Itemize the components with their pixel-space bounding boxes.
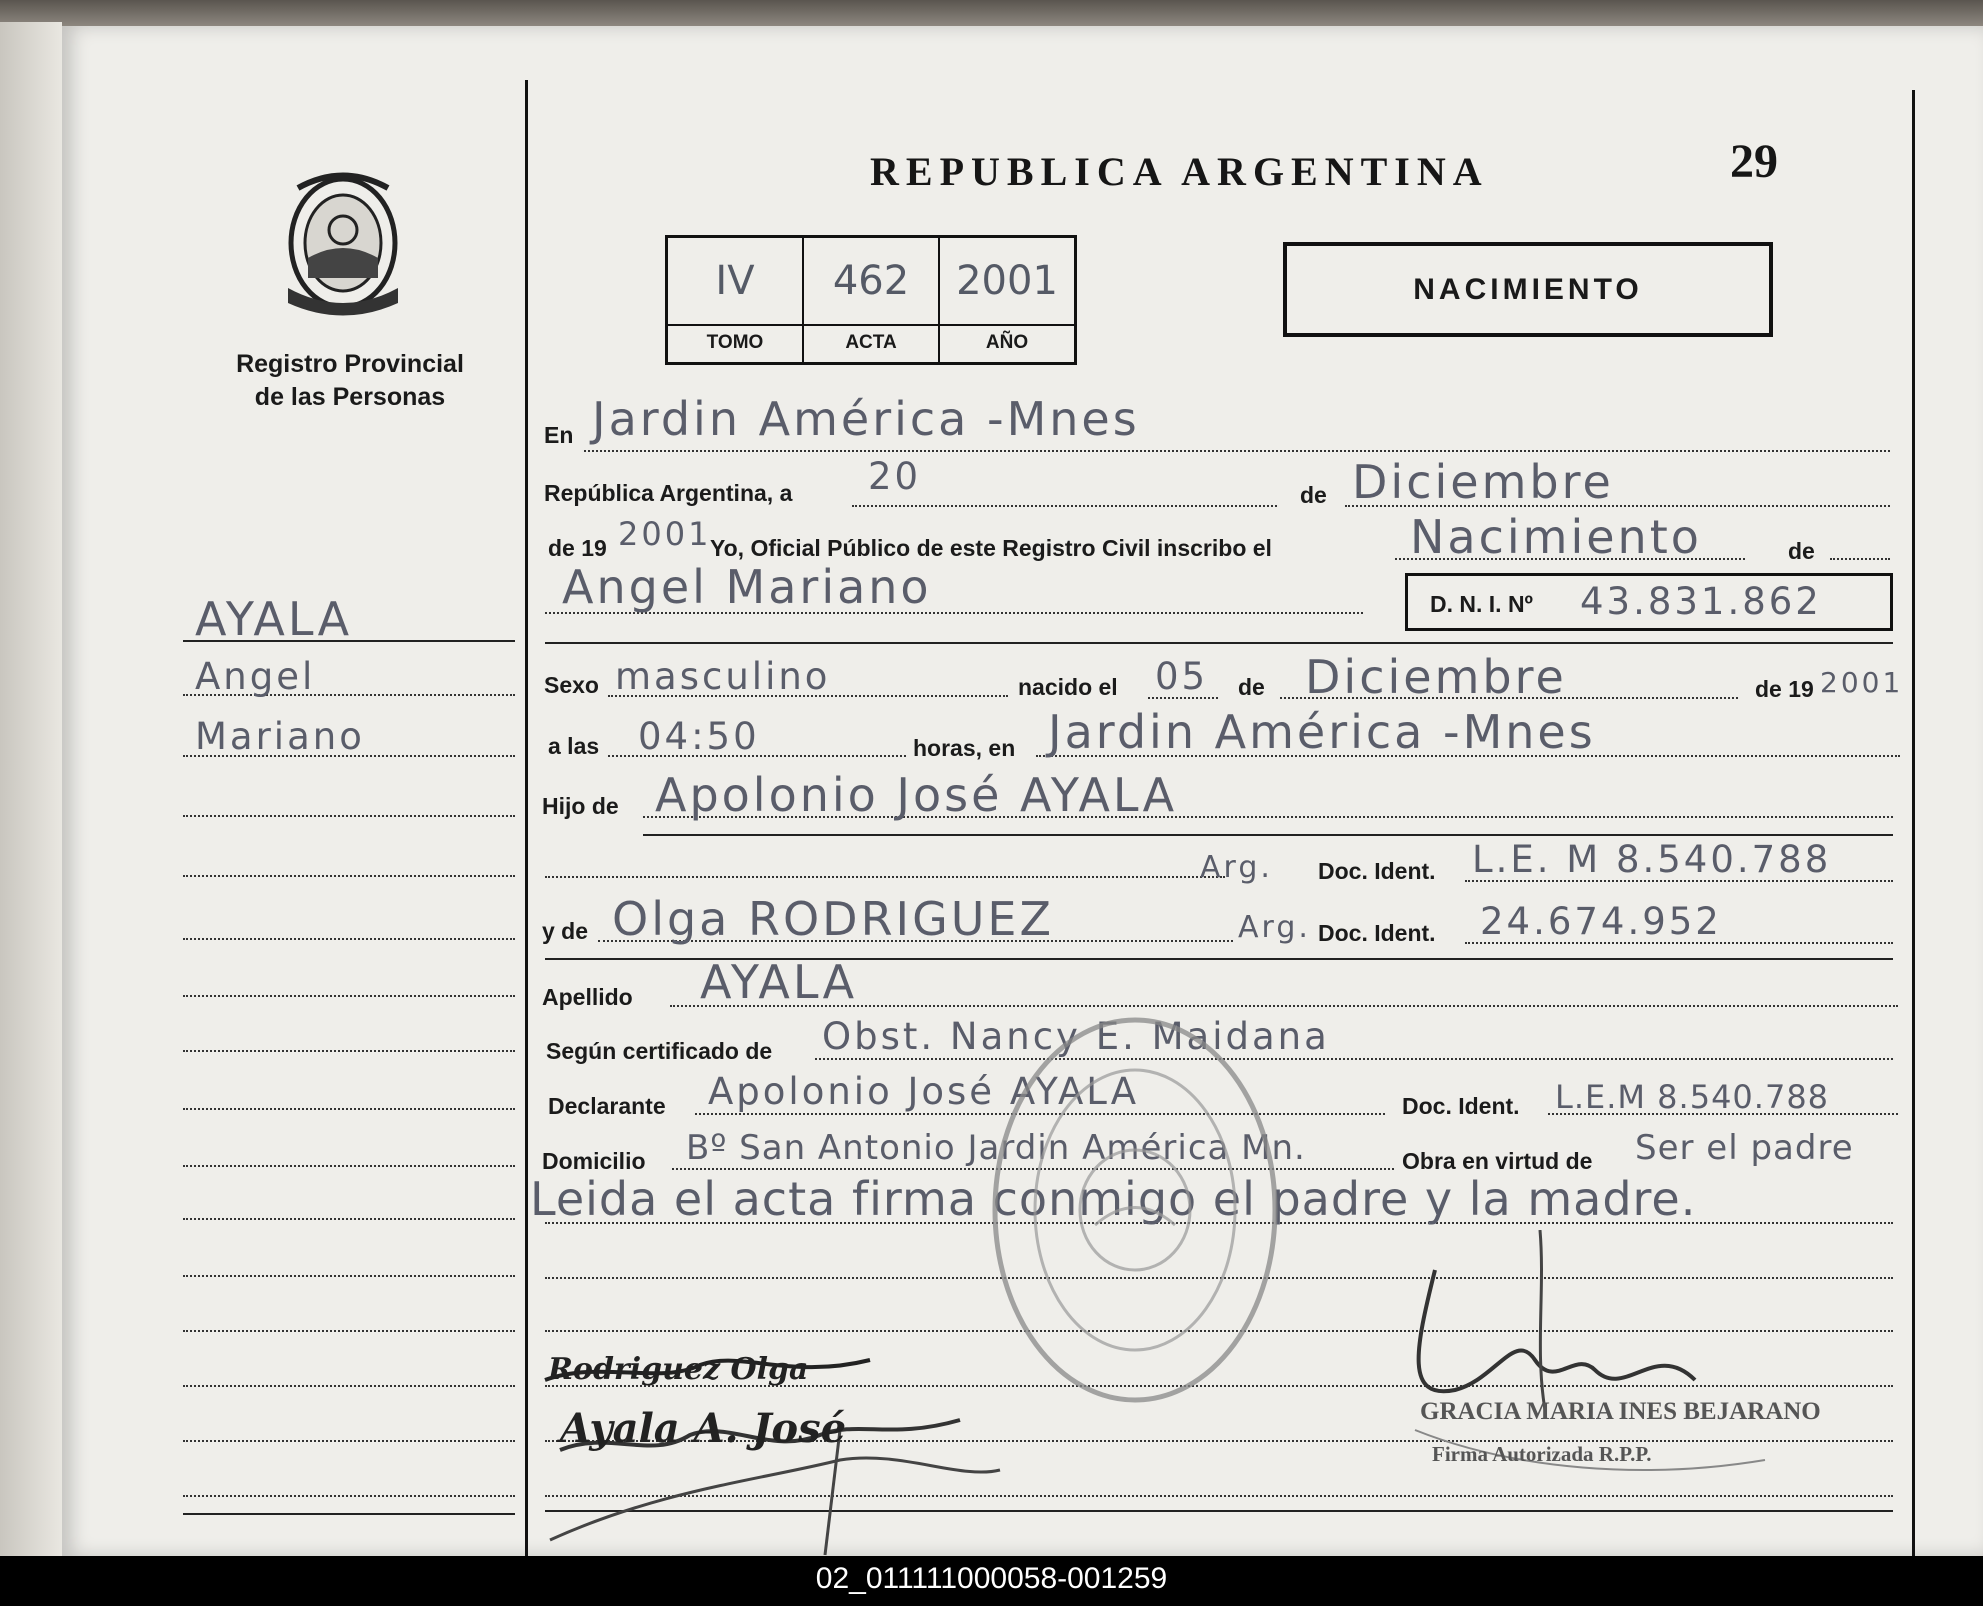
margin-name-1: Angel (195, 655, 316, 698)
ano-cell (940, 238, 1074, 362)
registro-line-2: de las Personas (254, 383, 446, 411)
father-doc-value: L.E. M 8.540.788 (1472, 838, 1832, 881)
registro-line-1: Registro Provincial (236, 350, 464, 378)
apellido-value: AYALA (700, 955, 858, 1009)
alas-label: a las (548, 733, 600, 759)
margin-line (183, 1385, 515, 1387)
month-value: Diciembre (1352, 455, 1614, 509)
margin-line (183, 938, 515, 940)
segun-value: Obst. Nancy E. Maidana (822, 1015, 1330, 1058)
document-id: 02_011111000058-001259 (815, 1562, 1168, 1595)
sexo-label: Sexo (544, 672, 599, 698)
day-line (852, 505, 1277, 507)
tomo-value: IV (715, 258, 755, 304)
obra-value: Ser el padre (1635, 1128, 1854, 1168)
registro-label (200, 348, 500, 414)
horas-label: horas, en (913, 735, 1016, 761)
margin-line (183, 1218, 515, 1220)
section-rule (545, 642, 1893, 644)
nacido-year: 2001 (1820, 666, 1904, 699)
year-value: 2001 (618, 515, 712, 553)
dni-value: 43.831.862 (1580, 580, 1822, 623)
father-value: Apolonio José AYALA (655, 768, 1178, 822)
declarante-doc-value: L.E.M 8.540.788 (1555, 1078, 1830, 1116)
hijo-label: Hijo de (542, 793, 619, 819)
margin-line (183, 1513, 515, 1515)
segun-line (815, 1058, 1893, 1060)
de-line (1830, 558, 1890, 560)
domicilio-label: Domicilio (542, 1148, 646, 1174)
margin-line (183, 995, 515, 997)
margin-line (183, 815, 515, 817)
nacido-label: nacido el (1018, 674, 1118, 700)
margin-surname: AYALA (195, 592, 353, 646)
de-label-2: de (1788, 538, 1815, 564)
page-title: REPUBLICA ARGENTINA (870, 149, 1489, 194)
margin-line (183, 1330, 515, 1332)
nacimiento-box: NACIMIENTO (1283, 242, 1773, 337)
en-value: Jardin América -Mnes (592, 392, 1140, 446)
obra-label: Obra en virtud de (1402, 1148, 1593, 1174)
sexo-value: masculino (615, 655, 831, 698)
en-label: En (544, 422, 574, 448)
nacido-month: Diciembre (1305, 650, 1567, 704)
mother-doc-value: 24.674.952 (1480, 900, 1722, 943)
declarante-doc-label: Doc. Ident. (1402, 1093, 1520, 1119)
book-top-edge (0, 0, 1983, 26)
name-value: Angel Mariano (562, 560, 932, 614)
margin-line (183, 1440, 515, 1442)
page-number: 29 (1730, 135, 1778, 188)
margin-line (183, 1275, 515, 1277)
dni-label: D. N. I. Nº (1430, 591, 1533, 617)
margin-name-2: Mariano (195, 715, 365, 758)
record-number-box (665, 235, 1077, 365)
domicilio-value: Bº San Antonio Jardin América Mn. (686, 1128, 1306, 1168)
inscribo-value: Nacimiento (1410, 510, 1702, 564)
de-label: de (1300, 482, 1327, 508)
de19-label-2: de 19 (1755, 676, 1814, 702)
de-label-3: de (1238, 674, 1265, 700)
father-signature: Ayala A. José (560, 1405, 847, 1452)
left-page-edge (0, 22, 62, 1556)
hour-value: 04:50 (638, 715, 760, 758)
acta-cell (804, 238, 940, 362)
form-left-border (525, 80, 528, 1556)
registry-stamp-icon (985, 1010, 1285, 1410)
tomo-label: TOMO (668, 324, 802, 354)
mother-doc-label: Doc. Ident. (1318, 920, 1436, 946)
place-value: Jardin América -Mnes (1048, 705, 1596, 759)
misiones-emblem-icon (278, 168, 408, 323)
de19-label: de 19 (548, 535, 607, 561)
day-value: 20 (868, 455, 922, 498)
segun-label: Según certificado de (546, 1038, 773, 1064)
yde-label: y de (542, 918, 589, 944)
en-line (584, 450, 1890, 452)
margin-line (183, 1495, 515, 1497)
apellido-label: Apellido (542, 984, 633, 1010)
acta-value: 462 (832, 258, 910, 304)
mother-nat: Arg. (1238, 910, 1311, 945)
ano-label: AÑO (940, 324, 1074, 354)
tomo-cell (668, 238, 804, 362)
yo-label: Yo, Oficial Público de este Registro Civil inscribo el (710, 535, 1272, 561)
margin-line (183, 875, 515, 877)
mother-signature: Rodriguez Olga (548, 1352, 809, 1387)
margin-line (183, 1165, 515, 1167)
leida-value: Leida el acta firma conmigo el padre y la madre. (530, 1172, 1697, 1226)
mother-value: Olga RODRIGUEZ (612, 892, 1055, 946)
margin-line (183, 1050, 515, 1052)
acta-label: ACTA (804, 324, 938, 354)
father-extra-line (545, 876, 1225, 878)
republica-label: República Argentina, a (544, 480, 793, 506)
ano-value: 2001 (956, 258, 1058, 304)
form-right-border (1912, 90, 1915, 1556)
father-nat: Arg. (1200, 850, 1273, 885)
declarante-label: Declarante (548, 1093, 666, 1119)
father-doc-label: Doc. Ident. (1318, 858, 1436, 884)
declarante-value: Apolonio José AYALA (708, 1070, 1140, 1113)
nacido-day: 05 (1155, 655, 1209, 698)
official-name: GRACIA MARIA INES BEJARANO (1420, 1398, 1821, 1425)
official-title: Firma Autorizada R.P.P. (1432, 1442, 1652, 1466)
margin-line (183, 1108, 515, 1110)
father-rule (643, 834, 1893, 836)
